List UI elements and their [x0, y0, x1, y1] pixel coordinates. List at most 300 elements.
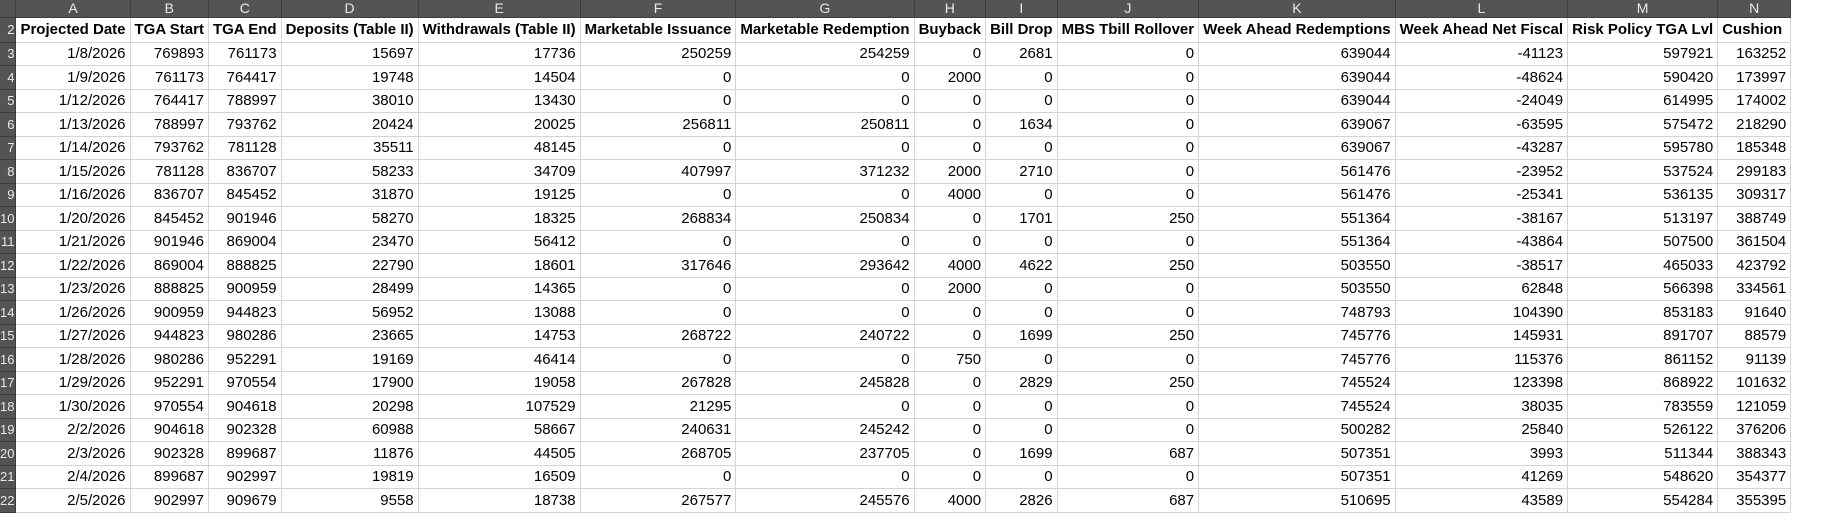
- table-cell[interactable]: 745524: [1199, 371, 1396, 395]
- table-cell[interactable]: 268705: [580, 442, 736, 466]
- select-all-corner[interactable]: [0, 0, 16, 17]
- table-cell[interactable]: 2000: [914, 66, 986, 90]
- table-cell[interactable]: 1/13/2026: [16, 113, 130, 137]
- table-cell[interactable]: 909679: [208, 489, 281, 513]
- table-cell[interactable]: 0: [914, 301, 986, 325]
- table-cell[interactable]: 268834: [580, 207, 736, 231]
- header-cell[interactable]: Risk Policy TGA Lvl: [1568, 17, 1718, 42]
- table-cell[interactable]: 0: [1057, 89, 1199, 113]
- table-cell[interactable]: 1/30/2026: [16, 395, 130, 419]
- table-cell[interactable]: 944823: [130, 324, 208, 348]
- table-cell[interactable]: 526122: [1568, 418, 1718, 442]
- table-cell[interactable]: 1/14/2026: [16, 136, 130, 160]
- header-cell[interactable]: TGA Start: [130, 17, 208, 42]
- header-cell[interactable]: Buyback: [914, 17, 986, 42]
- column-header-n[interactable]: N: [1718, 0, 1791, 17]
- table-cell[interactable]: 19819: [281, 465, 418, 489]
- table-cell[interactable]: 245576: [736, 489, 914, 513]
- table-cell[interactable]: 11876: [281, 442, 418, 466]
- table-cell[interactable]: 34709: [418, 160, 580, 184]
- table-cell[interactable]: 0: [580, 66, 736, 90]
- table-cell[interactable]: -23952: [1395, 160, 1567, 184]
- table-cell[interactable]: 551364: [1199, 230, 1396, 254]
- column-header-i[interactable]: I: [986, 0, 1058, 17]
- table-cell[interactable]: 60988: [281, 418, 418, 442]
- table-cell[interactable]: 1/26/2026: [16, 301, 130, 325]
- table-cell[interactable]: 4000: [914, 183, 986, 207]
- table-cell[interactable]: -41123: [1395, 42, 1567, 66]
- table-cell[interactable]: 861152: [1568, 348, 1718, 372]
- table-cell[interactable]: 869004: [208, 230, 281, 254]
- table-cell[interactable]: 250: [1057, 371, 1199, 395]
- table-cell[interactable]: 0: [736, 230, 914, 254]
- table-cell[interactable]: 980286: [208, 324, 281, 348]
- table-cell[interactable]: 107529: [418, 395, 580, 419]
- table-cell[interactable]: 2681: [986, 42, 1058, 66]
- table-cell[interactable]: 145931: [1395, 324, 1567, 348]
- table-cell[interactable]: 551364: [1199, 207, 1396, 231]
- table-cell[interactable]: 0: [986, 66, 1058, 90]
- table-cell[interactable]: 0: [1057, 113, 1199, 137]
- table-cell[interactable]: 18325: [418, 207, 580, 231]
- table-cell[interactable]: 104390: [1395, 301, 1567, 325]
- table-cell[interactable]: 121059: [1718, 395, 1791, 419]
- table-cell[interactable]: 250: [1057, 254, 1199, 278]
- header-cell[interactable]: Withdrawals (Table II): [418, 17, 580, 42]
- table-cell[interactable]: 1634: [986, 113, 1058, 137]
- row-number[interactable]: 6: [0, 113, 16, 137]
- table-cell[interactable]: 761173: [130, 66, 208, 90]
- table-cell[interactable]: 0: [1057, 277, 1199, 301]
- table-cell[interactable]: 769893: [130, 42, 208, 66]
- table-cell[interactable]: 548620: [1568, 465, 1718, 489]
- table-cell[interactable]: 764417: [208, 66, 281, 90]
- table-cell[interactable]: 0: [914, 465, 986, 489]
- table-cell[interactable]: 163252: [1718, 42, 1791, 66]
- column-header-f[interactable]: F: [580, 0, 736, 17]
- table-cell[interactable]: 19748: [281, 66, 418, 90]
- table-cell[interactable]: 0: [1057, 160, 1199, 184]
- table-cell[interactable]: 19125: [418, 183, 580, 207]
- table-cell[interactable]: 845452: [130, 207, 208, 231]
- table-cell[interactable]: 0: [580, 230, 736, 254]
- row-number[interactable]: 12: [0, 254, 16, 278]
- table-cell[interactable]: 0: [1057, 66, 1199, 90]
- row-number[interactable]: 18: [0, 395, 16, 419]
- table-cell[interactable]: -24049: [1395, 89, 1567, 113]
- table-cell[interactable]: 0: [580, 348, 736, 372]
- header-cell[interactable]: Marketable Issuance: [580, 17, 736, 42]
- table-cell[interactable]: 16509: [418, 465, 580, 489]
- table-cell[interactable]: 465033: [1568, 254, 1718, 278]
- table-cell[interactable]: 115376: [1395, 348, 1567, 372]
- table-cell[interactable]: 19169: [281, 348, 418, 372]
- table-cell[interactable]: 31870: [281, 183, 418, 207]
- table-cell[interactable]: 56412: [418, 230, 580, 254]
- table-cell[interactable]: 101632: [1718, 371, 1791, 395]
- table-cell[interactable]: 0: [986, 301, 1058, 325]
- column-header-c[interactable]: C: [208, 0, 281, 17]
- table-cell[interactable]: 13430: [418, 89, 580, 113]
- table-cell[interactable]: 901946: [208, 207, 281, 231]
- table-cell[interactable]: 845452: [208, 183, 281, 207]
- table-cell[interactable]: 639044: [1199, 42, 1396, 66]
- table-cell[interactable]: 48145: [418, 136, 580, 160]
- table-cell[interactable]: 793762: [130, 136, 208, 160]
- row-number[interactable]: 7: [0, 136, 16, 160]
- table-cell[interactable]: 0: [736, 66, 914, 90]
- table-cell[interactable]: 900959: [130, 301, 208, 325]
- table-cell[interactable]: 511344: [1568, 442, 1718, 466]
- table-cell[interactable]: 361504: [1718, 230, 1791, 254]
- table-cell[interactable]: 15697: [281, 42, 418, 66]
- table-cell[interactable]: 4622: [986, 254, 1058, 278]
- table-cell[interactable]: 687: [1057, 489, 1199, 513]
- table-cell[interactable]: 91640: [1718, 301, 1791, 325]
- table-cell[interactable]: 2000: [914, 160, 986, 184]
- table-cell[interactable]: 0: [736, 136, 914, 160]
- table-cell[interactable]: 793762: [208, 113, 281, 137]
- table-cell[interactable]: 1/28/2026: [16, 348, 130, 372]
- table-cell[interactable]: 0: [736, 89, 914, 113]
- table-cell[interactable]: 1/16/2026: [16, 183, 130, 207]
- table-cell[interactable]: 41269: [1395, 465, 1567, 489]
- table-cell[interactable]: 1699: [986, 324, 1058, 348]
- table-cell[interactable]: 764417: [130, 89, 208, 113]
- table-cell[interactable]: 245828: [736, 371, 914, 395]
- column-header-l[interactable]: L: [1395, 0, 1567, 17]
- table-cell[interactable]: 614995: [1568, 89, 1718, 113]
- table-cell[interactable]: 2/4/2026: [16, 465, 130, 489]
- table-cell[interactable]: 2/5/2026: [16, 489, 130, 513]
- table-cell[interactable]: 0: [580, 136, 736, 160]
- table-cell[interactable]: 0: [914, 418, 986, 442]
- table-cell[interactable]: -38517: [1395, 254, 1567, 278]
- table-cell[interactable]: 56952: [281, 301, 418, 325]
- table-cell[interactable]: 2/2/2026: [16, 418, 130, 442]
- table-cell[interactable]: 507500: [1568, 230, 1718, 254]
- header-cell[interactable]: Deposits (Table II): [281, 17, 418, 42]
- table-cell[interactable]: 58270: [281, 207, 418, 231]
- table-cell[interactable]: 0: [736, 465, 914, 489]
- table-cell[interactable]: 748793: [1199, 301, 1396, 325]
- table-cell[interactable]: 20298: [281, 395, 418, 419]
- table-cell[interactable]: 14504: [418, 66, 580, 90]
- table-cell[interactable]: 0: [986, 418, 1058, 442]
- column-header-j[interactable]: J: [1057, 0, 1199, 17]
- table-cell[interactable]: 554284: [1568, 489, 1718, 513]
- table-cell[interactable]: -63595: [1395, 113, 1567, 137]
- table-cell[interactable]: 245242: [736, 418, 914, 442]
- table-cell[interactable]: 513197: [1568, 207, 1718, 231]
- table-cell[interactable]: 2826: [986, 489, 1058, 513]
- table-cell[interactable]: 267828: [580, 371, 736, 395]
- table-cell[interactable]: 783559: [1568, 395, 1718, 419]
- table-cell[interactable]: 687: [1057, 442, 1199, 466]
- table-cell[interactable]: 19058: [418, 371, 580, 395]
- table-cell[interactable]: 0: [580, 89, 736, 113]
- table-cell[interactable]: 503550: [1199, 277, 1396, 301]
- table-cell[interactable]: 901946: [130, 230, 208, 254]
- table-cell[interactable]: 17736: [418, 42, 580, 66]
- table-cell[interactable]: 0: [914, 136, 986, 160]
- row-number[interactable]: 15: [0, 324, 16, 348]
- table-cell[interactable]: 267577: [580, 489, 736, 513]
- table-cell[interactable]: 388749: [1718, 207, 1791, 231]
- table-cell[interactable]: 980286: [130, 348, 208, 372]
- row-number[interactable]: 19: [0, 418, 16, 442]
- table-cell[interactable]: 2000: [914, 277, 986, 301]
- table-cell[interactable]: 0: [914, 113, 986, 137]
- row-number[interactable]: 9: [0, 183, 16, 207]
- table-cell[interactable]: 20424: [281, 113, 418, 137]
- table-cell[interactable]: 868922: [1568, 371, 1718, 395]
- row-number[interactable]: 21: [0, 465, 16, 489]
- table-cell[interactable]: 0: [1057, 183, 1199, 207]
- table-cell[interactable]: 0: [914, 42, 986, 66]
- table-cell[interactable]: 561476: [1199, 160, 1396, 184]
- table-cell[interactable]: 1/22/2026: [16, 254, 130, 278]
- table-cell[interactable]: 23470: [281, 230, 418, 254]
- table-cell[interactable]: 639067: [1199, 136, 1396, 160]
- table-cell[interactable]: 507351: [1199, 442, 1396, 466]
- table-cell[interactable]: 745776: [1199, 324, 1396, 348]
- table-cell[interactable]: 500282: [1199, 418, 1396, 442]
- row-number[interactable]: 22: [0, 489, 16, 513]
- row-number[interactable]: 11: [0, 230, 16, 254]
- table-cell[interactable]: 639067: [1199, 113, 1396, 137]
- table-cell[interactable]: 0: [1057, 465, 1199, 489]
- table-cell[interactable]: 407997: [580, 160, 736, 184]
- table-cell[interactable]: 44505: [418, 442, 580, 466]
- table-cell[interactable]: 4000: [914, 489, 986, 513]
- table-cell[interactable]: 904618: [208, 395, 281, 419]
- table-cell[interactable]: 2/3/2026: [16, 442, 130, 466]
- table-cell[interactable]: 18601: [418, 254, 580, 278]
- table-cell[interactable]: 62848: [1395, 277, 1567, 301]
- table-cell[interactable]: 888825: [208, 254, 281, 278]
- table-cell[interactable]: 639044: [1199, 66, 1396, 90]
- table-cell[interactable]: 14365: [418, 277, 580, 301]
- table-cell[interactable]: 902997: [208, 465, 281, 489]
- table-cell[interactable]: 503550: [1199, 254, 1396, 278]
- table-cell[interactable]: -38167: [1395, 207, 1567, 231]
- table-cell[interactable]: 25840: [1395, 418, 1567, 442]
- column-header-a[interactable]: A: [16, 0, 130, 17]
- table-cell[interactable]: 537524: [1568, 160, 1718, 184]
- table-cell[interactable]: 20025: [418, 113, 580, 137]
- table-cell[interactable]: 43589: [1395, 489, 1567, 513]
- table-cell[interactable]: 0: [914, 371, 986, 395]
- table-cell[interactable]: 0: [986, 395, 1058, 419]
- table-cell[interactable]: 900959: [208, 277, 281, 301]
- table-cell[interactable]: 293642: [736, 254, 914, 278]
- table-cell[interactable]: 561476: [1199, 183, 1396, 207]
- column-header-b[interactable]: B: [130, 0, 208, 17]
- table-cell[interactable]: 174002: [1718, 89, 1791, 113]
- table-cell[interactable]: 1/27/2026: [16, 324, 130, 348]
- table-cell[interactable]: 536135: [1568, 183, 1718, 207]
- table-cell[interactable]: 2829: [986, 371, 1058, 395]
- table-cell[interactable]: 355395: [1718, 489, 1791, 513]
- table-cell[interactable]: 0: [1057, 230, 1199, 254]
- table-cell[interactable]: 899687: [208, 442, 281, 466]
- table-cell[interactable]: 317646: [580, 254, 736, 278]
- table-cell[interactable]: 0: [914, 324, 986, 348]
- table-cell[interactable]: 0: [986, 89, 1058, 113]
- table-cell[interactable]: 250: [1057, 207, 1199, 231]
- table-cell[interactable]: 250811: [736, 113, 914, 137]
- table-cell[interactable]: 2710: [986, 160, 1058, 184]
- table-cell[interactable]: 185348: [1718, 136, 1791, 160]
- table-cell[interactable]: 354377: [1718, 465, 1791, 489]
- table-cell[interactable]: 902997: [130, 489, 208, 513]
- table-cell[interactable]: 869004: [130, 254, 208, 278]
- column-header-g[interactable]: G: [736, 0, 914, 17]
- table-cell[interactable]: 240722: [736, 324, 914, 348]
- table-cell[interactable]: 0: [986, 230, 1058, 254]
- table-cell[interactable]: 836707: [208, 160, 281, 184]
- table-cell[interactable]: 0: [986, 348, 1058, 372]
- table-cell[interactable]: 1/8/2026: [16, 42, 130, 66]
- table-cell[interactable]: 1/12/2026: [16, 89, 130, 113]
- table-cell[interactable]: 781128: [208, 136, 281, 160]
- row-number[interactable]: 5: [0, 89, 16, 113]
- table-cell[interactable]: 0: [914, 207, 986, 231]
- header-cell[interactable]: Bill Drop: [986, 17, 1058, 42]
- column-header-m[interactable]: M: [1568, 0, 1718, 17]
- table-cell[interactable]: 250259: [580, 42, 736, 66]
- table-cell[interactable]: 1/20/2026: [16, 207, 130, 231]
- table-cell[interactable]: 3993: [1395, 442, 1567, 466]
- row-number[interactable]: 4: [0, 66, 16, 90]
- table-cell[interactable]: 788997: [130, 113, 208, 137]
- table-cell[interactable]: 891707: [1568, 324, 1718, 348]
- table-cell[interactable]: 1701: [986, 207, 1058, 231]
- table-cell[interactable]: 0: [736, 277, 914, 301]
- table-cell[interactable]: 788997: [208, 89, 281, 113]
- table-cell[interactable]: 575472: [1568, 113, 1718, 137]
- table-cell[interactable]: 388343: [1718, 442, 1791, 466]
- table-cell[interactable]: 256811: [580, 113, 736, 137]
- table-cell[interactable]: 0: [914, 442, 986, 466]
- table-cell[interactable]: 91139: [1718, 348, 1791, 372]
- table-cell[interactable]: 309317: [1718, 183, 1791, 207]
- column-header-d[interactable]: D: [281, 0, 418, 17]
- table-cell[interactable]: 590420: [1568, 66, 1718, 90]
- table-cell[interactable]: 1699: [986, 442, 1058, 466]
- table-cell[interactable]: 904618: [130, 418, 208, 442]
- header-cell[interactable]: Marketable Redemption: [736, 17, 914, 42]
- table-cell[interactable]: 970554: [208, 371, 281, 395]
- table-cell[interactable]: 0: [914, 230, 986, 254]
- table-cell[interactable]: 902328: [130, 442, 208, 466]
- row-number[interactable]: 2: [0, 17, 16, 42]
- row-number[interactable]: 14: [0, 301, 16, 325]
- table-cell[interactable]: 240631: [580, 418, 736, 442]
- table-cell[interactable]: 0: [986, 136, 1058, 160]
- table-cell[interactable]: 944823: [208, 301, 281, 325]
- table-cell[interactable]: 745776: [1199, 348, 1396, 372]
- row-number[interactable]: 17: [0, 371, 16, 395]
- row-number[interactable]: 16: [0, 348, 16, 372]
- table-cell[interactable]: 46414: [418, 348, 580, 372]
- header-cell[interactable]: Projected Date: [16, 17, 130, 42]
- table-cell[interactable]: 1/29/2026: [16, 371, 130, 395]
- table-cell[interactable]: 88579: [1718, 324, 1791, 348]
- table-cell[interactable]: 237705: [736, 442, 914, 466]
- header-cell[interactable]: Week Ahead Redemptions: [1199, 17, 1396, 42]
- table-cell[interactable]: 22790: [281, 254, 418, 278]
- table-cell[interactable]: -43864: [1395, 230, 1567, 254]
- table-cell[interactable]: 268722: [580, 324, 736, 348]
- table-cell[interactable]: 23665: [281, 324, 418, 348]
- table-cell[interactable]: 0: [914, 395, 986, 419]
- table-cell[interactable]: 750: [914, 348, 986, 372]
- table-cell[interactable]: 334561: [1718, 277, 1791, 301]
- table-cell[interactable]: 639044: [1199, 89, 1396, 113]
- table-cell[interactable]: -48624: [1395, 66, 1567, 90]
- table-cell[interactable]: 899687: [130, 465, 208, 489]
- table-cell[interactable]: 58233: [281, 160, 418, 184]
- table-cell[interactable]: 1/15/2026: [16, 160, 130, 184]
- table-cell[interactable]: 1/21/2026: [16, 230, 130, 254]
- table-cell[interactable]: 745524: [1199, 395, 1396, 419]
- table-cell[interactable]: 4000: [914, 254, 986, 278]
- header-cell[interactable]: TGA End: [208, 17, 281, 42]
- table-cell[interactable]: 952291: [130, 371, 208, 395]
- column-header-e[interactable]: E: [418, 0, 580, 17]
- column-header-k[interactable]: K: [1199, 0, 1396, 17]
- table-cell[interactable]: 18738: [418, 489, 580, 513]
- table-cell[interactable]: 0: [1057, 348, 1199, 372]
- table-cell[interactable]: 0: [736, 348, 914, 372]
- table-cell[interactable]: 0: [736, 301, 914, 325]
- table-cell[interactable]: 250834: [736, 207, 914, 231]
- table-cell[interactable]: 0: [580, 183, 736, 207]
- table-cell[interactable]: -43287: [1395, 136, 1567, 160]
- table-cell[interactable]: 781128: [130, 160, 208, 184]
- table-cell[interactable]: 566398: [1568, 277, 1718, 301]
- table-cell[interactable]: 254259: [736, 42, 914, 66]
- row-number[interactable]: 13: [0, 277, 16, 301]
- table-cell[interactable]: 371232: [736, 160, 914, 184]
- row-number[interactable]: 3: [0, 42, 16, 66]
- table-cell[interactable]: 507351: [1199, 465, 1396, 489]
- table-cell[interactable]: 0: [986, 465, 1058, 489]
- table-cell[interactable]: 597921: [1568, 42, 1718, 66]
- table-cell[interactable]: 0: [580, 277, 736, 301]
- table-cell[interactable]: 17900: [281, 371, 418, 395]
- header-cell[interactable]: Week Ahead Net Fiscal: [1395, 17, 1567, 42]
- table-cell[interactable]: 173997: [1718, 66, 1791, 90]
- table-cell[interactable]: 0: [986, 183, 1058, 207]
- table-cell[interactable]: 21295: [580, 395, 736, 419]
- table-cell[interactable]: 595780: [1568, 136, 1718, 160]
- header-cell[interactable]: MBS Tbill Rollover: [1057, 17, 1199, 42]
- table-cell[interactable]: 14753: [418, 324, 580, 348]
- table-cell[interactable]: 0: [1057, 418, 1199, 442]
- column-header-h[interactable]: H: [914, 0, 986, 17]
- table-cell[interactable]: 376206: [1718, 418, 1791, 442]
- table-cell[interactable]: 0: [914, 89, 986, 113]
- table-cell[interactable]: 299183: [1718, 160, 1791, 184]
- table-cell[interactable]: 35511: [281, 136, 418, 160]
- table-cell[interactable]: 0: [580, 301, 736, 325]
- table-cell[interactable]: 970554: [130, 395, 208, 419]
- table-cell[interactable]: 9558: [281, 489, 418, 513]
- table-cell[interactable]: 13088: [418, 301, 580, 325]
